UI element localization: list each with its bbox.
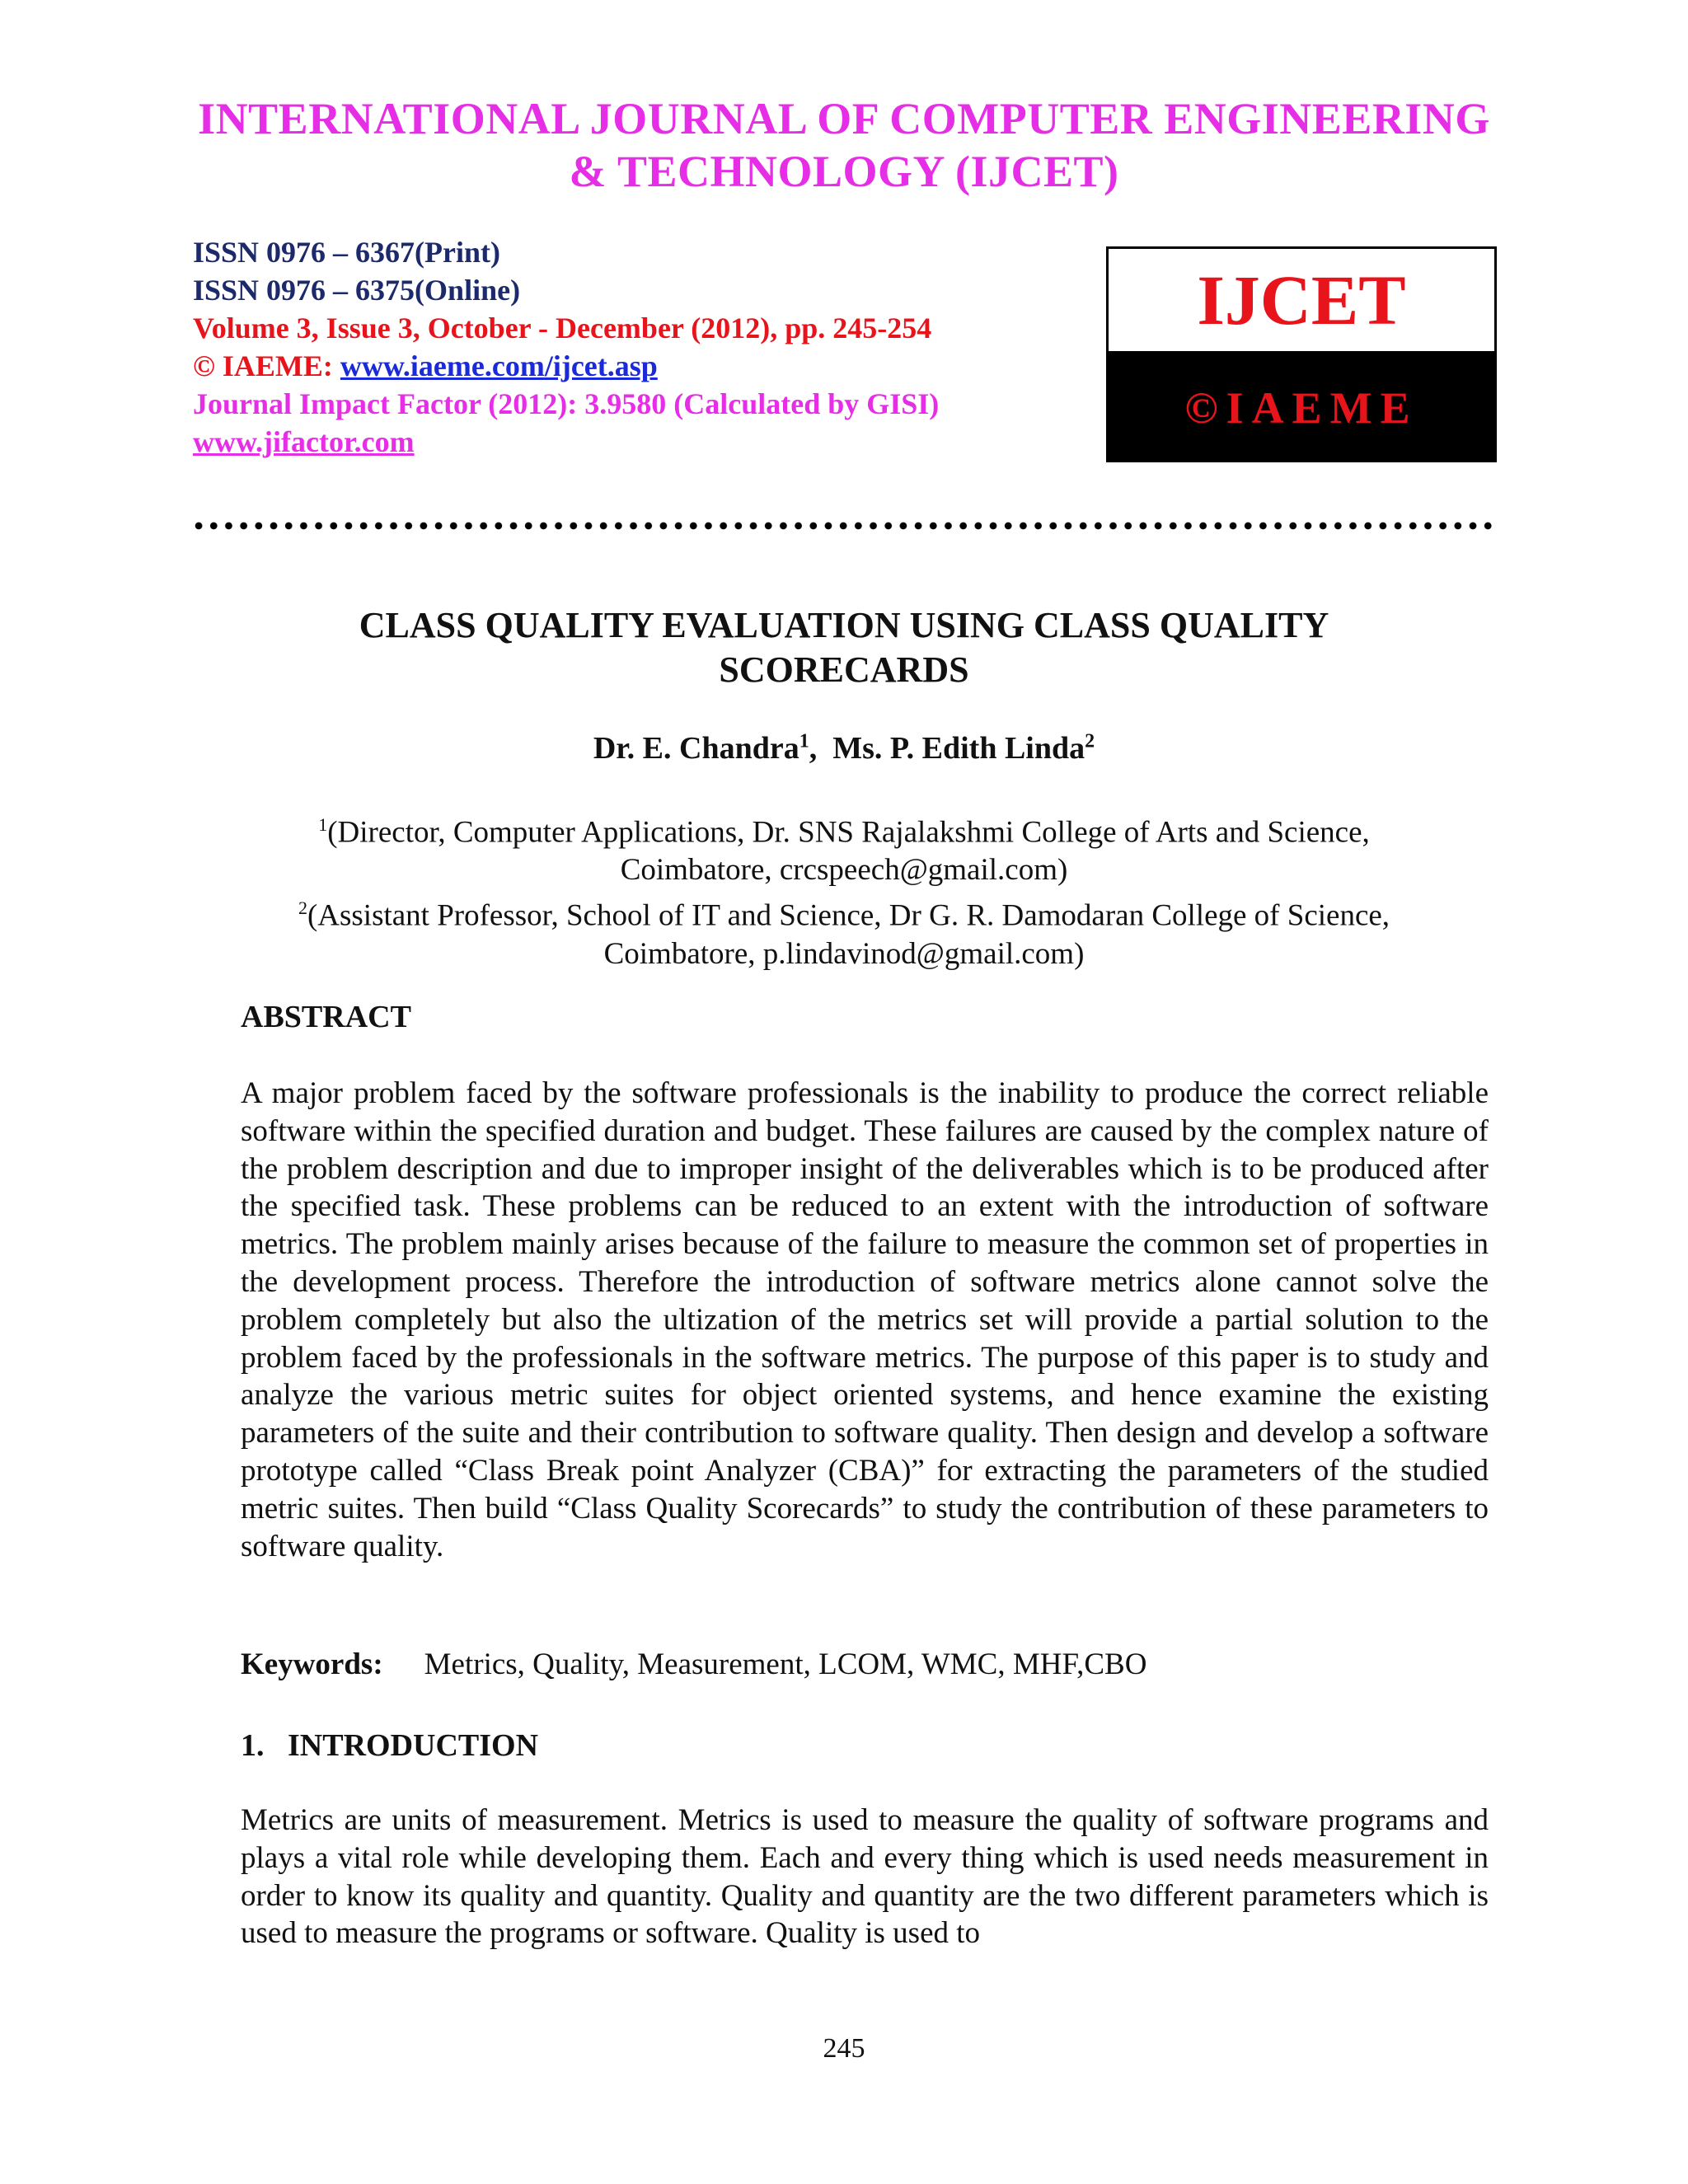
issn-online: ISSN 0976 – 6375(Online) [193, 274, 521, 307]
introduction-heading: 1. INTRODUCTION [241, 1728, 539, 1763]
affiliations [0, 806, 1688, 973]
affiliation-2-line1: (Assistant Professor, School of IT and Science, Dr G. R. Damodaran College of Science, [307, 898, 1390, 933]
issn-print: ISSN 0976 – 6367(Print) [193, 236, 501, 269]
author-separator: , [809, 731, 833, 766]
paper-title-line1: CLASS QUALITY EVALUATION USING CLASS QUALITY [359, 605, 1329, 645]
affiliation-2-mark: 2 [298, 898, 307, 919]
jifactor-line [193, 423, 939, 461]
author-1-mark: 1 [799, 730, 809, 752]
iaeme-prefix: © IAEME: [193, 349, 340, 382]
abstract-text: A major problem faced by the software professionals is the inability to produce the correct reliable software within the specified duration and budget. These failures are caused by the complex nature of the problem description and due to improper insight of the deliverables which is to be produced after the specified task. These problems can be reduced to an extent with the introduction of software metrics. The problem mainly arises because of the failure to measure the common set of properties in the development process. Therefore the introduction of software metrics alone cannot solve the problem completely but also the ultization of the metrics set will provide a partial solution to the problem faced by the professionals in the software metrics. The purpose of this paper is to study and analyze the various metric suites for object oriented systems, and hence examine the existing parameters of the suite and their contribution to software quality. Then design and develop a software prototype called “Class Break point Analyzer (CBA)” for extracting the parameters of the studied metric suites. Then build “Class Quality Scorecards” to study the contribution of these parameters to software quality. [241, 1076, 1489, 1563]
logo-title: IJCET [1109, 249, 1494, 354]
keywords-label: Keywords: [241, 1647, 383, 1681]
page-number: 245 [823, 2033, 865, 2064]
journal-title [0, 92, 1688, 198]
ijcet-logo [1106, 246, 1497, 462]
introduction-text: Metrics are units of measurement. Metrics is used to measure the quality of software programs and plays a vital role while developing them. Each and every thing which is used needs measurement in order to know its quality and quantity. Quality and quantity are the two different parameters which is used to measure the programs or software. Quality is used to [241, 1803, 1489, 1951]
volume-info: Volume 3, Issue 3, October - December (2012), pp. 245-254 [193, 312, 932, 344]
paper-title [0, 603, 1688, 692]
affiliation-1 [0, 806, 1688, 851]
jifactor-link[interactable]: www.jifactor.com [193, 425, 415, 458]
authors [0, 730, 1688, 766]
author-2-mark: 2 [1085, 730, 1095, 752]
author-1: Dr. E. Chandra [593, 731, 799, 766]
keywords-value: Metrics, Quality, Measurement, LCOM, WMC, MHF,CBO [424, 1647, 1147, 1681]
iaeme-link[interactable]: www.iaeme.com/ijcet.asp [340, 349, 658, 382]
dotted-divider [191, 521, 1498, 531]
journal-info [193, 233, 939, 461]
impact-factor: Journal Impact Factor (2012): 3.9580 (Calculated by GISI) [193, 387, 940, 420]
affiliation-1-line2: Coimbatore, crcspeech@gmail.com) [620, 853, 1068, 888]
journal-title-line1: INTERNATIONAL JOURNAL OF COMPUTER ENGINEERING [198, 94, 1490, 143]
iaeme-line [193, 347, 939, 385]
author-2: Ms. P. Edith Linda [832, 731, 1085, 766]
logo-publisher: ©IAEME [1109, 354, 1494, 462]
affiliation-2 [0, 889, 1688, 935]
abstract-heading: ABSTRACT [241, 1000, 411, 1034]
affiliation-1-mark: 1 [318, 814, 328, 835]
affiliation-1-line1: (Director, Computer Applications, Dr. SNS Rajalakshmi College of Arts and Science, [327, 815, 1370, 850]
paper-title-line2: SCORECARDS [719, 649, 969, 690]
keywords [241, 1647, 1146, 1682]
journal-title-line2: & TECHNOLOGY (IJCET) [569, 147, 1119, 196]
affiliation-2-line2: Coimbatore, p.lindavinod@gmail.com) [603, 936, 1085, 971]
